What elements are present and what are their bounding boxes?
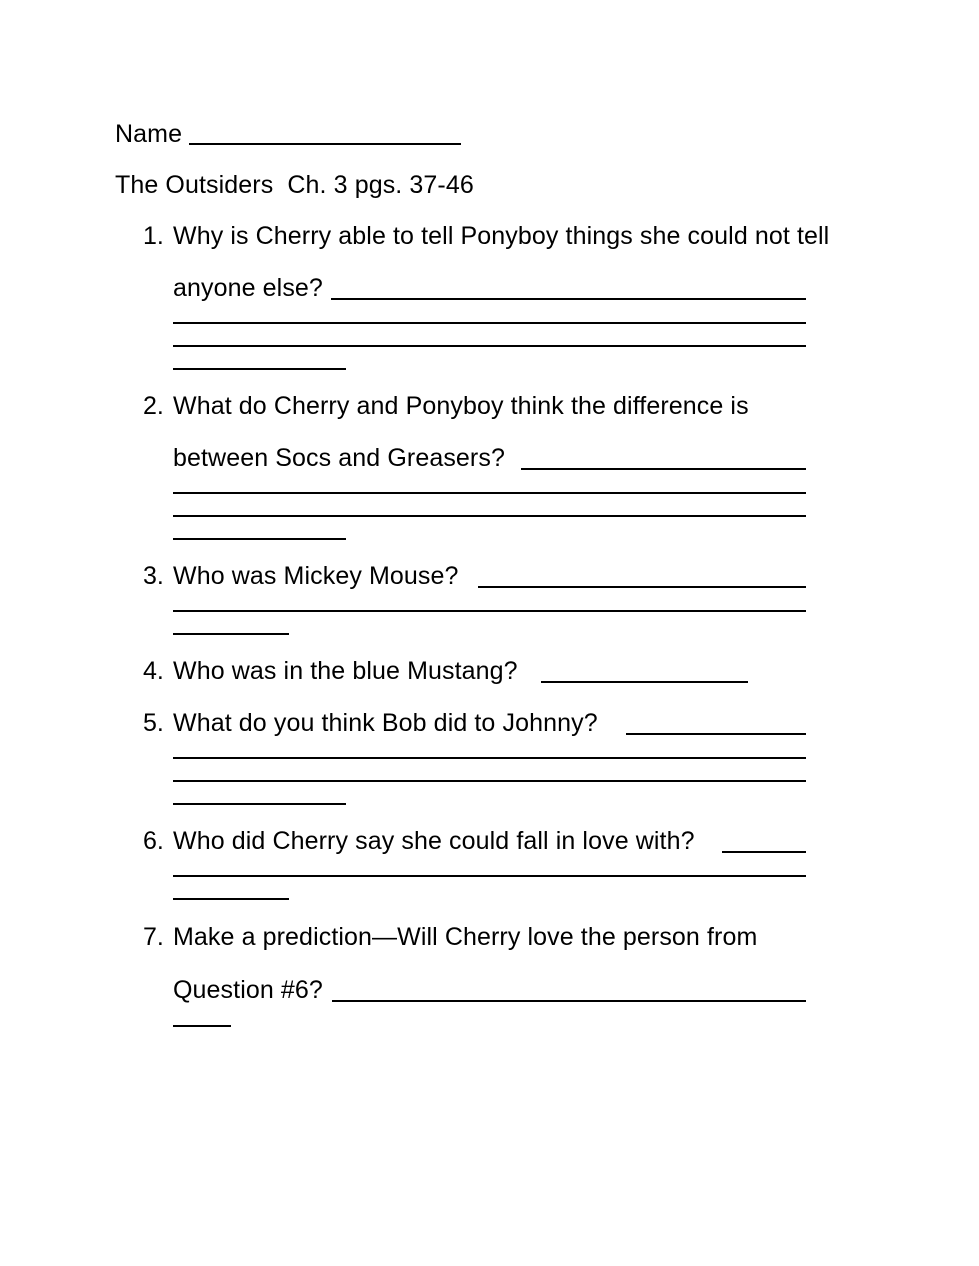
question-1-answer-blank[interactable] [173, 322, 806, 324]
name-label: Name [115, 120, 183, 148]
question-3-answer-blank[interactable] [478, 586, 806, 588]
question-7-answer-blank[interactable] [173, 1025, 231, 1027]
question-2-answer-blank[interactable] [173, 538, 346, 540]
question-6-number: 6. [143, 827, 164, 855]
question-6-text-line-1: Who did Cherry say she could fall in love with? [173, 827, 695, 855]
question-3-text-line-1: Who was Mickey Mouse? [173, 562, 459, 590]
question-3-answer-blank[interactable] [173, 633, 289, 635]
question-3-number: 3. [143, 562, 164, 590]
question-2-answer-blank[interactable] [521, 468, 806, 470]
question-2-number: 2. [143, 392, 164, 420]
question-1-number: 1. [143, 222, 164, 250]
question-1-answer-blank[interactable] [173, 345, 806, 347]
question-5-answer-blank[interactable] [173, 780, 806, 782]
question-4-number: 4. [143, 657, 164, 685]
question-5-answer-blank[interactable] [626, 733, 806, 735]
worksheet-title: The Outsiders Ch. 3 pgs. 37-46 [115, 171, 474, 199]
question-7-text-line-1: Make a prediction—Will Cherry love the person from [173, 923, 758, 951]
question-2-answer-blank[interactable] [173, 515, 806, 517]
question-3-answer-blank[interactable] [173, 610, 806, 612]
question-2-text-line-1: What do Cherry and Ponyboy think the difference is [173, 392, 749, 420]
question-1-answer-blank[interactable] [331, 298, 806, 300]
question-2-text-line-2: between Socs and Greasers? [173, 444, 505, 472]
question-1-text-line-2: anyone else? [173, 274, 323, 302]
question-6-answer-blank[interactable] [173, 898, 289, 900]
question-5-text-line-1: What do you think Bob did to Johnny? [173, 709, 598, 737]
question-2-answer-blank[interactable] [173, 492, 806, 494]
question-5-answer-blank[interactable] [173, 803, 346, 805]
question-4-answer-blank[interactable] [541, 681, 748, 683]
name-answer-blank[interactable] [189, 143, 461, 145]
question-7-number: 7. [143, 923, 164, 951]
question-1-text-line-1: Why is Cherry able to tell Ponyboy things she could not tell [173, 222, 830, 250]
question-6-answer-blank[interactable] [722, 851, 806, 853]
question-1-answer-blank[interactable] [173, 368, 346, 370]
question-7-text-line-2: Question #6? [173, 976, 323, 1004]
question-5-answer-blank[interactable] [173, 757, 806, 759]
question-7-answer-blank[interactable] [332, 1000, 806, 1002]
question-6-answer-blank[interactable] [173, 875, 806, 877]
question-5-number: 5. [143, 709, 164, 737]
question-4-text-line-1: Who was in the blue Mustang? [173, 657, 518, 685]
